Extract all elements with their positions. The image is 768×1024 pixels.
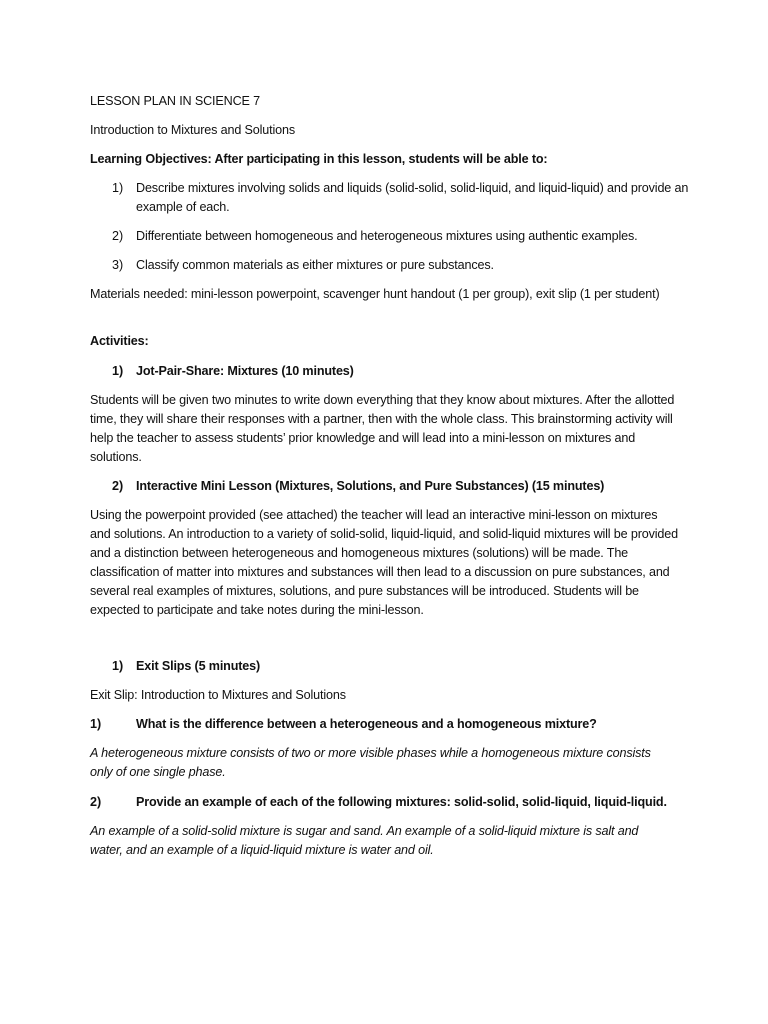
question-number: 1)	[90, 717, 102, 731]
objectives-intro: Learning Objectives: After participating in this lesson, students will be able to:	[90, 152, 548, 166]
activity-title: Interactive Mini Lesson (Mixtures, Solutions, and Pure Substances) (15 minutes)	[136, 479, 605, 493]
materials-needed: Materials needed: mini-lesson powerpoint, scavenger hunt handout (1 per group), exit slip (1 per student)	[90, 287, 660, 301]
objective-number: 3)	[112, 258, 124, 272]
answer-text: A heterogeneous mixture consists of two or more visible phases while a homogeneous mixture consists only of one single phase.	[90, 746, 651, 779]
activity-description: Students will be given two minutes to write down everything that they know about mixtures. After the allotted time, they will share their responses with a partner, then with the whole class. This brainstorming activity will help the teacher to assess students’ prior knowledge and will lead into a mini-lesson on mixtures and solutions.	[90, 393, 675, 464]
activity-description: Using the powerpoint provided (see attached) the teacher will lead an interactive mini-lesson on mixtures and solutions. An introduction to a variety of solid-solid, liquid-liquid, and solid-liquid mixtures will be provided and a distinction between heterogeneous and homogeneous mixtures (solutions) will be made. The classification of matter into mixtures and substances will then lead to a discussion on pure substances, and several real examples of mixtures, solutions, and pure substances will be introduced. Students will be expected to participate and take notes during the mini-lesson.	[90, 508, 678, 617]
activity-number: 1)	[112, 364, 124, 378]
answer-text: An example of a solid-solid mixture is sugar and sand. An example of a solid-liquid mixture is salt and water, and an example of a liquid-liquid mixture is water and oil.	[90, 824, 639, 857]
exit-slip-title: Exit Slip: Introduction to Mixtures and Solutions	[90, 688, 346, 702]
question-text: What is the difference between a heterogeneous and a homogeneous mixture?	[136, 717, 597, 731]
objective-text: Classify common materials as either mixtures or pure substances.	[136, 258, 494, 272]
activity-number: 2)	[112, 479, 124, 493]
question-text: Provide an example of each of the following mixtures: solid-solid, solid-liquid, liquid-liquid.	[136, 795, 667, 809]
activity-title: Jot-Pair-Share: Mixtures (10 minutes)	[136, 364, 354, 378]
document-title: LESSON PLAN IN SCIENCE 7	[90, 94, 260, 108]
objective-number: 1)	[112, 181, 124, 195]
activities-heading: Activities:	[90, 334, 149, 348]
objective-text: Describe mixtures involving solids and liquids (solid-solid, solid-liquid, and liquid-liquid) and provide an example of each.	[136, 181, 689, 214]
question-number: 2)	[90, 795, 102, 809]
activity-number: 1)	[112, 659, 124, 673]
lesson-subtitle: Introduction to Mixtures and Solutions	[90, 123, 296, 137]
objective-text: Differentiate between homogeneous and heterogeneous mixtures using authentic examples.	[136, 229, 638, 243]
objective-number: 2)	[112, 229, 124, 243]
activity-title: Exit Slips (5 minutes)	[136, 659, 261, 673]
